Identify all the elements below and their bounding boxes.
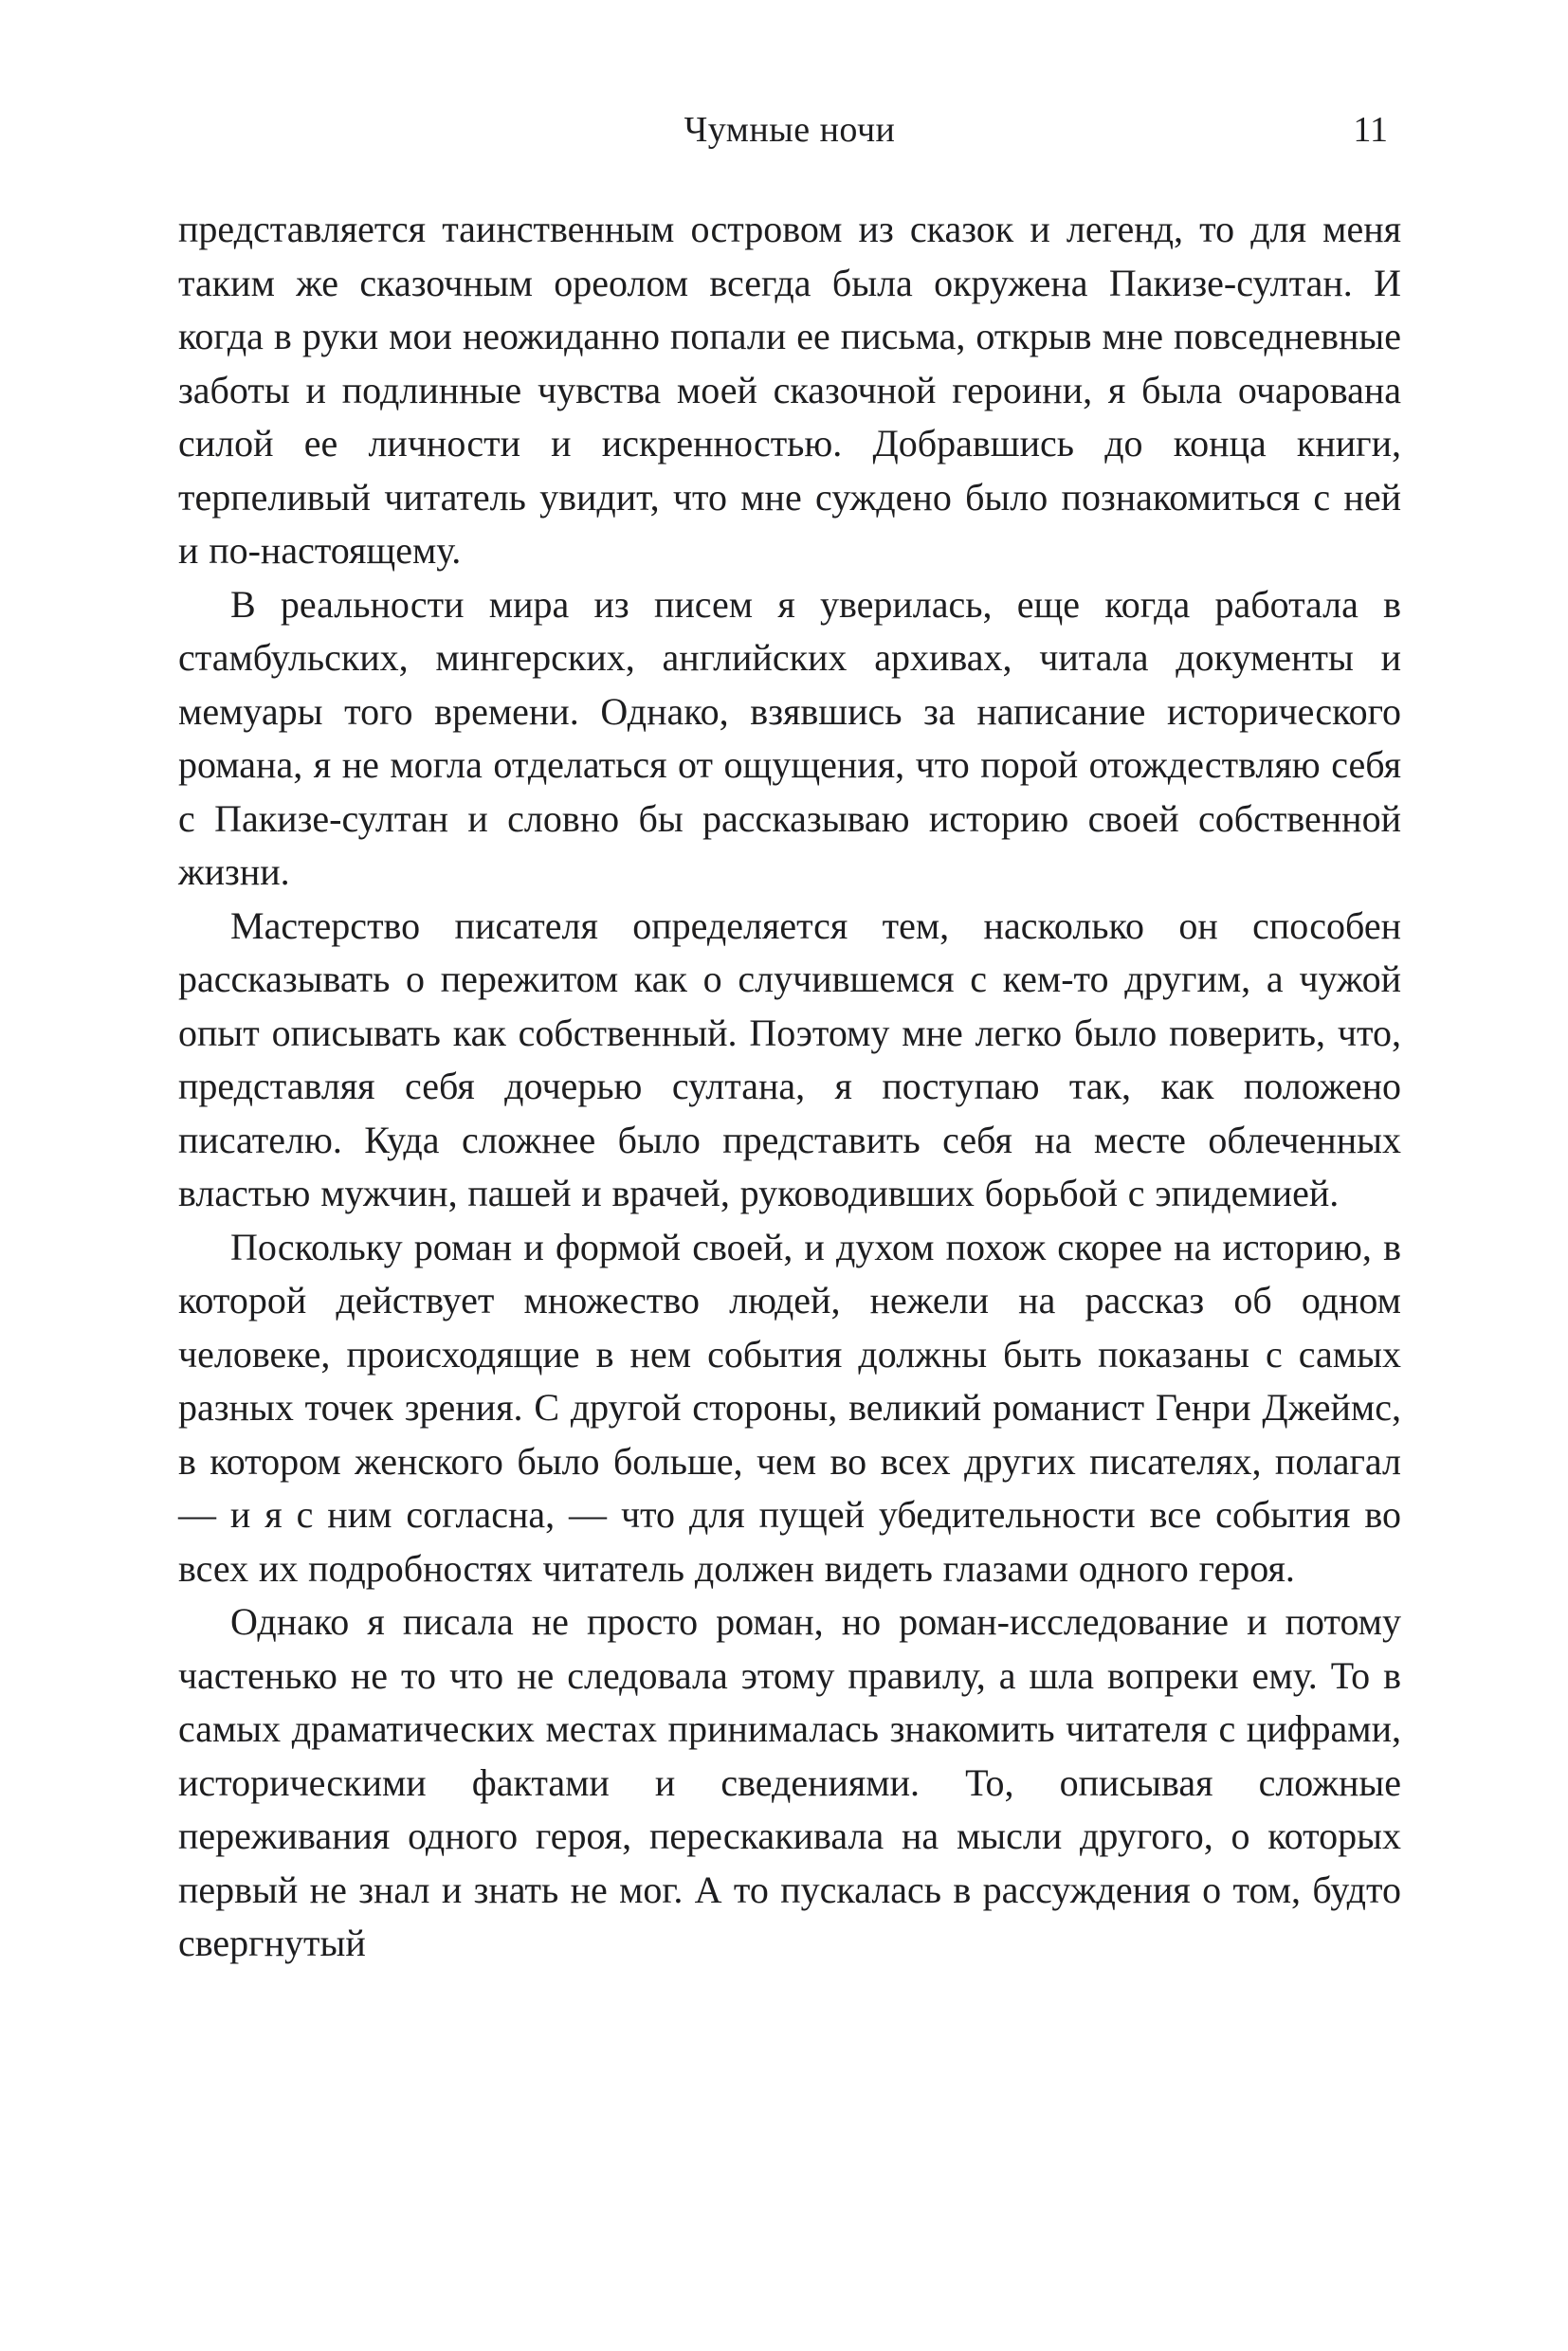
page-number: 11 [1353, 110, 1388, 150]
body-text [178, 203, 1401, 1971]
paragraph: представляется таинственным островом из сказок и легенд, то для меня таким же сказочным ореолом всегда была окружена Пакизе-султан. И когда в руки мои неожиданно попали ее письма, открыв мне повседневные заботы и подлинные чувства моей сказочной героини, я была очарована силой ее личности и искренностью. Добравшись до конца книги, терпеливый читатель увидит, что мне суждено было познакомиться с ней и по-настоящему. [178, 208, 1401, 572]
paragraph: Мастерство писателя определяется тем, насколько он способен рассказывать о пережитом как о случившемся с кем-то другим, а чужой опыт описывать как собственный. Поэтому мне легко было поверить, что, представляя себя дочерью султана, я поступаю так, как положено писателю. Куда сложнее было представить себя на месте облеченных властью мужчин, пашей и врачей, руководивших борьбой с эпидемией. [178, 903, 1401, 1214]
paragraph: В реальности мира из писем я уверилась, еще когда работала в стамбульских, мингерских, английских архивах, читала документы и мемуары того времени. Однако, взявшись за написание исторического романа, я не могла отделаться от ощущения, что порой отождествляю себя с Пакизе-султан и словно бы рассказываю историю своей собственной жизни. [178, 582, 1401, 893]
paragraph: Однако я писала не просто роман, но роман-исследование и потому частенько не то что не следовала этому правилу, а шла вопреки ему. То в самых драматических местах принималась знакомить читателя с цифрами, историческими фактами и сведениями. То, описывая сложные переживания одного героя, перескакивала на мысли другого, о которых первый не знал и знать не мог. А то пускалась в рассуждения о том, будто свергнутый [178, 1600, 1401, 1964]
running-title: Чумные ночи [684, 110, 896, 150]
page-header [178, 106, 1401, 154]
paragraph: Поскольку роман и формой своей, и духом похож скорее на историю, в которой действует множество людей, нежели на рассказ об одном человеке, происходящие в нем события должны быть показаны с самых разных точек зрения. С другой стороны, великий романист Генри Джеймс, в котором женского было больше, чем во всех других писателях, полагал — и я с ним согласна, — что для пущей убедительности все события во всех их подробностях читатель должен видеть глазами одного героя. [178, 1225, 1401, 1590]
